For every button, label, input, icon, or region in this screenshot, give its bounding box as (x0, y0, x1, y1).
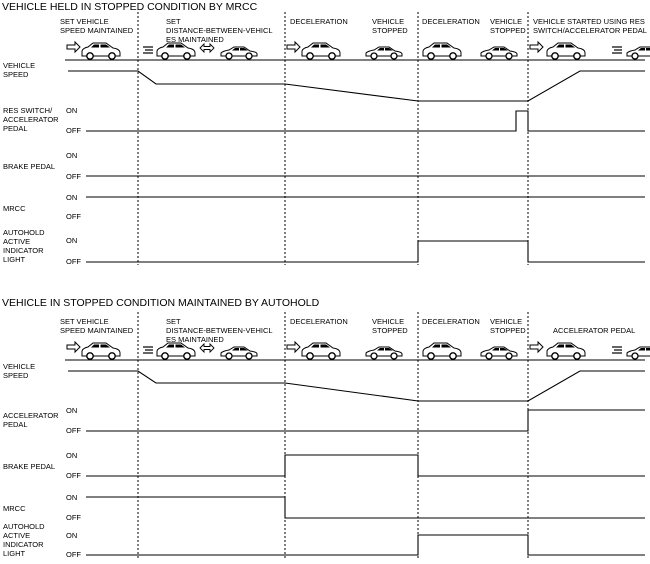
row-label: ACCELERATOR (3, 411, 59, 420)
level-off: OFF (66, 550, 81, 559)
d2-speed-wave (68, 371, 645, 401)
phase-label: SPEED MAINTAINED (60, 26, 134, 35)
row-label: LIGHT (3, 255, 26, 264)
level-on: ON (66, 531, 78, 540)
phase-label: ACCELERATOR PEDAL (553, 326, 636, 335)
row-label: BRAKE PEDAL (3, 462, 56, 471)
row-label: AUTOHOLD (3, 522, 45, 531)
d2-accelerator-wave (86, 410, 645, 431)
level-off: OFF (66, 257, 81, 266)
d1-autohold-wave (86, 241, 645, 262)
level-on: ON (66, 236, 78, 245)
diagram2-waveforms (68, 371, 645, 555)
level-on: ON (66, 493, 78, 502)
row-label: PEDAL (3, 420, 28, 429)
row-label: AUTOHOLD (3, 228, 45, 237)
level-on: ON (66, 151, 78, 160)
phase-label: SPEED MAINTAINED (60, 326, 134, 335)
phase-label: DISTANCE-BETWEEN-VEHICL (166, 326, 273, 335)
row-label: ACTIVE (3, 531, 31, 540)
phase-label: VEHICLE (490, 317, 523, 326)
level-on: ON (66, 451, 78, 460)
row-label: MRCC (3, 504, 26, 513)
phase-label: ES MAINTAINED (166, 35, 224, 44)
level-off: OFF (66, 212, 81, 221)
row-label: BRAKE PEDAL (3, 162, 56, 171)
phase-label: SET VEHICLE (60, 317, 109, 326)
d2-autohold-wave (86, 535, 645, 555)
level-on: ON (66, 106, 78, 115)
row-label: PEDAL (3, 124, 28, 133)
level-on: ON (66, 193, 78, 202)
phase-label: VEHICLE (372, 317, 405, 326)
phase-label: SWITCH/ACCELERATOR PEDAL (533, 26, 647, 35)
d2-mrcc-wave (86, 497, 645, 518)
level-off: OFF (66, 126, 81, 135)
phase-label: STOPPED (490, 26, 526, 35)
phase-label: DECELERATION (422, 317, 480, 326)
level-off: OFF (66, 513, 81, 522)
row-label: MRCC (3, 204, 26, 213)
phase-label: DECELERATION (290, 317, 348, 326)
diagram1-title: VEHICLE HELD IN STOPPED CONDITION BY MRCC (2, 1, 258, 13)
row-label: LIGHT (3, 549, 26, 558)
diagram2-title: VEHICLE IN STOPPED CONDITION MAINTAINED BY AUTOHOLD (2, 297, 320, 309)
phase-label: STOPPED (372, 326, 408, 335)
row-label: VEHICLE (3, 362, 36, 371)
phase-label: ES MAINTAINED (166, 335, 224, 344)
phase-label: SET (166, 317, 181, 326)
phase-label: SET (166, 17, 181, 26)
row-label: RES SWITCH/ (3, 106, 53, 115)
row-label: ACCELERATOR (3, 115, 59, 124)
d1-speed-wave (68, 71, 645, 101)
d2-brake-wave (86, 455, 645, 476)
row-label: SPEED (3, 371, 29, 380)
phase-label: VEHICLE (490, 17, 523, 26)
diagram1-graphics (65, 12, 650, 265)
row-label: INDICATOR (3, 246, 44, 255)
row-label: ACTIVE (3, 237, 31, 246)
d1-res-wave (86, 111, 645, 131)
level-off: OFF (66, 172, 81, 181)
row-label: SPEED (3, 70, 29, 79)
level-off: OFF (66, 471, 81, 480)
diagram2-graphics (65, 312, 650, 560)
phase-label: STOPPED (490, 326, 526, 335)
level-on: ON (66, 406, 78, 415)
phase-label: DISTANCE-BETWEEN-VEHICL (166, 26, 273, 35)
phase-label: STOPPED (372, 26, 408, 35)
phase-label: VEHICLE (372, 17, 405, 26)
phase-label: SET VEHICLE (60, 17, 109, 26)
row-label: INDICATOR (3, 540, 44, 549)
car-illustrations (67, 342, 650, 359)
level-off: OFF (66, 426, 81, 435)
car-illustrations (67, 42, 650, 59)
phase-label: DECELERATION (290, 17, 348, 26)
phase-label: DECELERATION (422, 17, 480, 26)
phase-label: VEHICLE STARTED USING RES (533, 17, 645, 26)
row-label: VEHICLE (3, 61, 36, 70)
diagram1-waveforms (68, 71, 645, 262)
